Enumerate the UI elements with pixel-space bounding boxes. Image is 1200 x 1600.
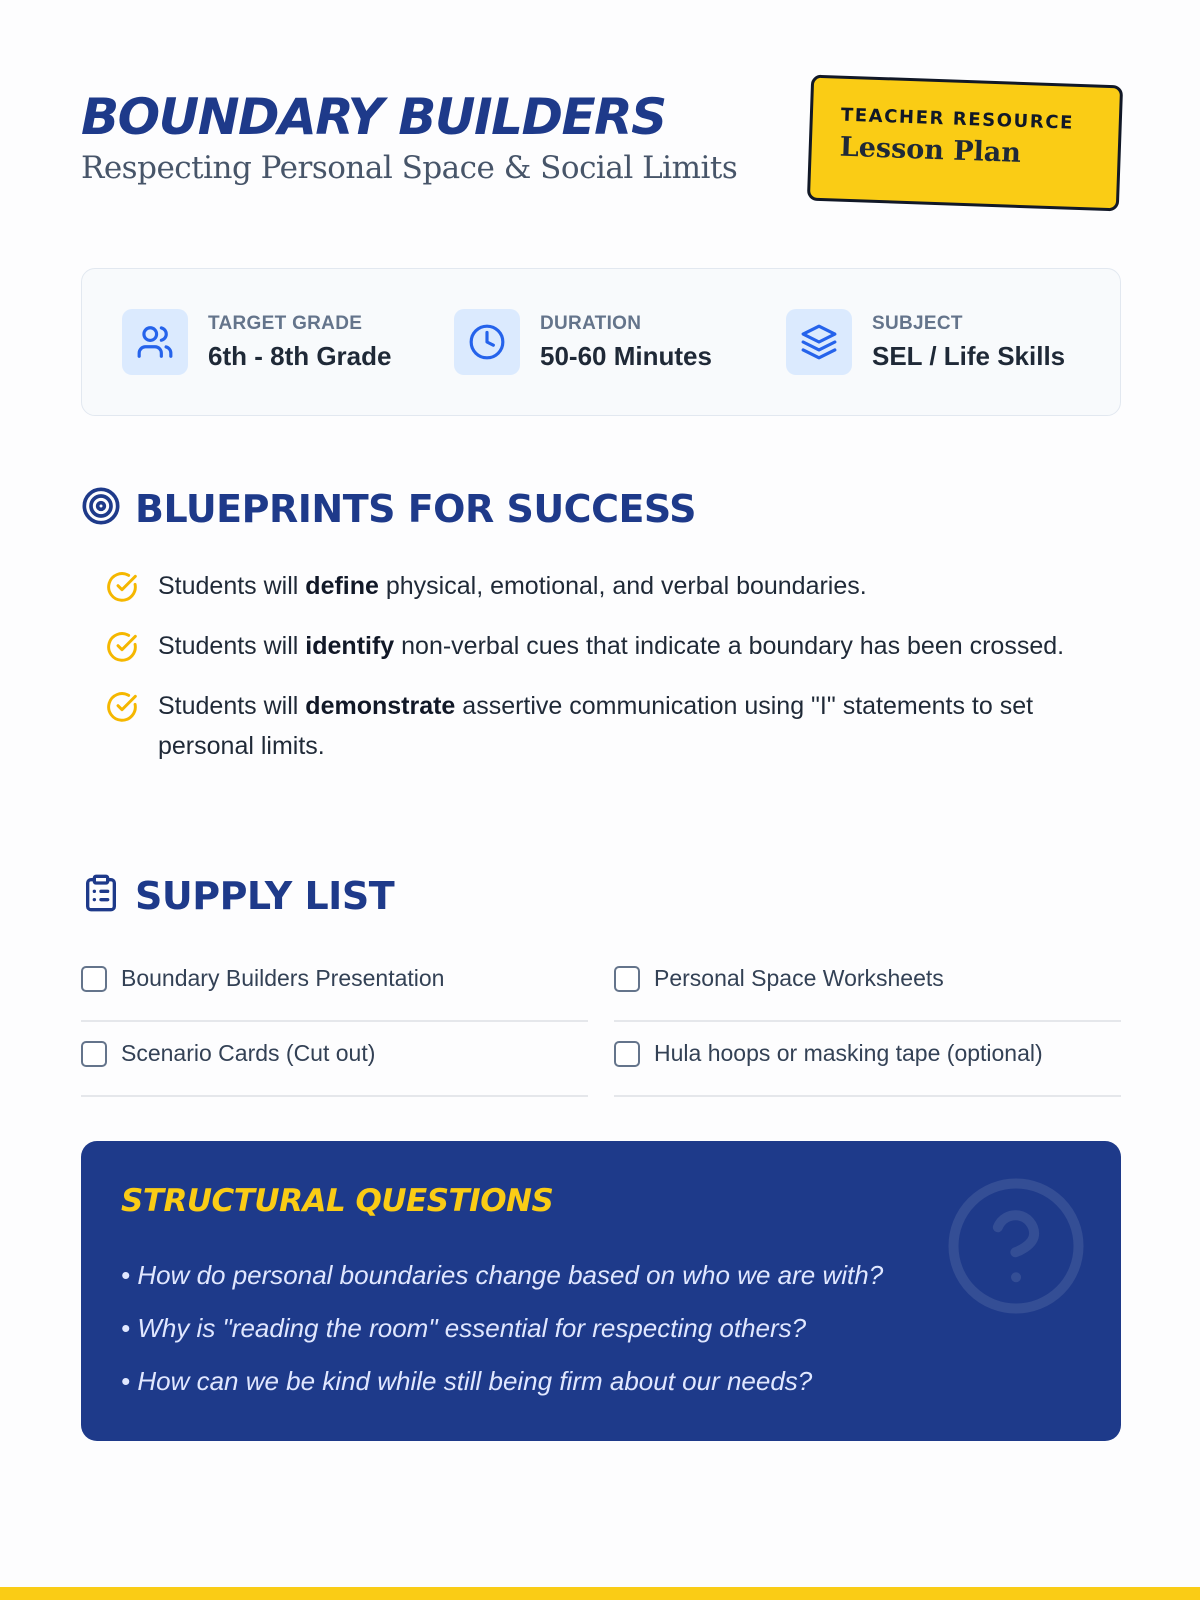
objectives-heading (81, 486, 696, 531)
supply-label: Personal Space Worksheets (654, 965, 944, 991)
objective-text: Students will demonstrate assertive communication using "I" statements to set personal limits. (158, 692, 1034, 760)
question-item: • How do personal boundaries change based on who we are with? (121, 1260, 884, 1290)
objective-text: Students will define physical, emotional, and verbal boundaries. (158, 572, 867, 600)
meta-subject (786, 309, 1065, 375)
check-circle-icon (106, 571, 138, 603)
supplies-title: SUPPLY LIST (135, 873, 395, 918)
objective-keyword: identify (305, 632, 395, 660)
layers-icon (786, 309, 852, 375)
objectives-title: BLUEPRINTS FOR SUCCESS (135, 486, 696, 531)
supply-item[interactable] (81, 947, 588, 1022)
objective-item (106, 686, 1121, 766)
lesson-meta-card (81, 268, 1121, 416)
page-title: BOUNDARY BUILDERS (81, 88, 666, 146)
teacher-resource-badge (807, 75, 1123, 212)
objective-keyword: demonstrate (305, 692, 456, 720)
supply-label: Hula hoops or masking tape (optional) (654, 1040, 1043, 1066)
questions-list (121, 1249, 1081, 1408)
meta-target-grade (122, 309, 454, 375)
objective-item (106, 566, 1121, 606)
badge-kicker: TEACHER RESOURCE (840, 104, 1075, 134)
target-icon (81, 486, 121, 531)
supply-checkbox[interactable] (614, 966, 640, 992)
clock-icon (454, 309, 520, 375)
check-circle-icon (106, 631, 138, 663)
page-header (81, 80, 1121, 230)
badge-title: Lesson Plan (839, 131, 1022, 169)
supplies-heading (81, 873, 394, 918)
supply-label: Boundary Builders Presentation (121, 965, 445, 991)
objective-item (106, 626, 1121, 666)
help-circle-icon (941, 1171, 1091, 1321)
supply-item[interactable] (614, 1022, 1121, 1097)
supply-item[interactable] (614, 947, 1121, 1022)
meta-label: DURATION (540, 312, 642, 334)
clipboard-icon (81, 873, 121, 918)
meta-value: SEL / Life Skills (872, 340, 1066, 371)
structural-questions-panel (81, 1141, 1121, 1441)
questions-title: STRUCTURAL QUESTIONS (121, 1183, 554, 1219)
meta-value: 6th - 8th Grade (208, 340, 392, 371)
meta-value: 50-60 Minutes (540, 340, 712, 371)
page-subtitle: Respecting Personal Space & Social Limits (81, 150, 738, 186)
supply-item[interactable] (81, 1022, 588, 1097)
meta-duration (454, 309, 786, 375)
supply-list (81, 947, 1121, 1097)
footer-accent-bar (0, 1587, 1200, 1600)
supply-checkbox[interactable] (81, 966, 107, 992)
objective-keyword: define (305, 572, 379, 600)
objective-text: Students will identify non-verbal cues that indicate a boundary has been crossed. (158, 632, 1065, 660)
supply-checkbox[interactable] (81, 1041, 107, 1067)
users-icon (122, 309, 188, 375)
supply-checkbox[interactable] (614, 1041, 640, 1067)
meta-label: TARGET GRADE (208, 312, 363, 334)
supply-label: Scenario Cards (Cut out) (121, 1040, 376, 1066)
check-circle-icon (106, 691, 138, 723)
question-item: • Why is "reading the room" essential for respecting others? (121, 1313, 807, 1343)
objectives-list (106, 566, 1121, 786)
meta-label: SUBJECT (872, 312, 963, 334)
question-item: • How can we be kind while still being firm about our needs? (121, 1366, 813, 1396)
